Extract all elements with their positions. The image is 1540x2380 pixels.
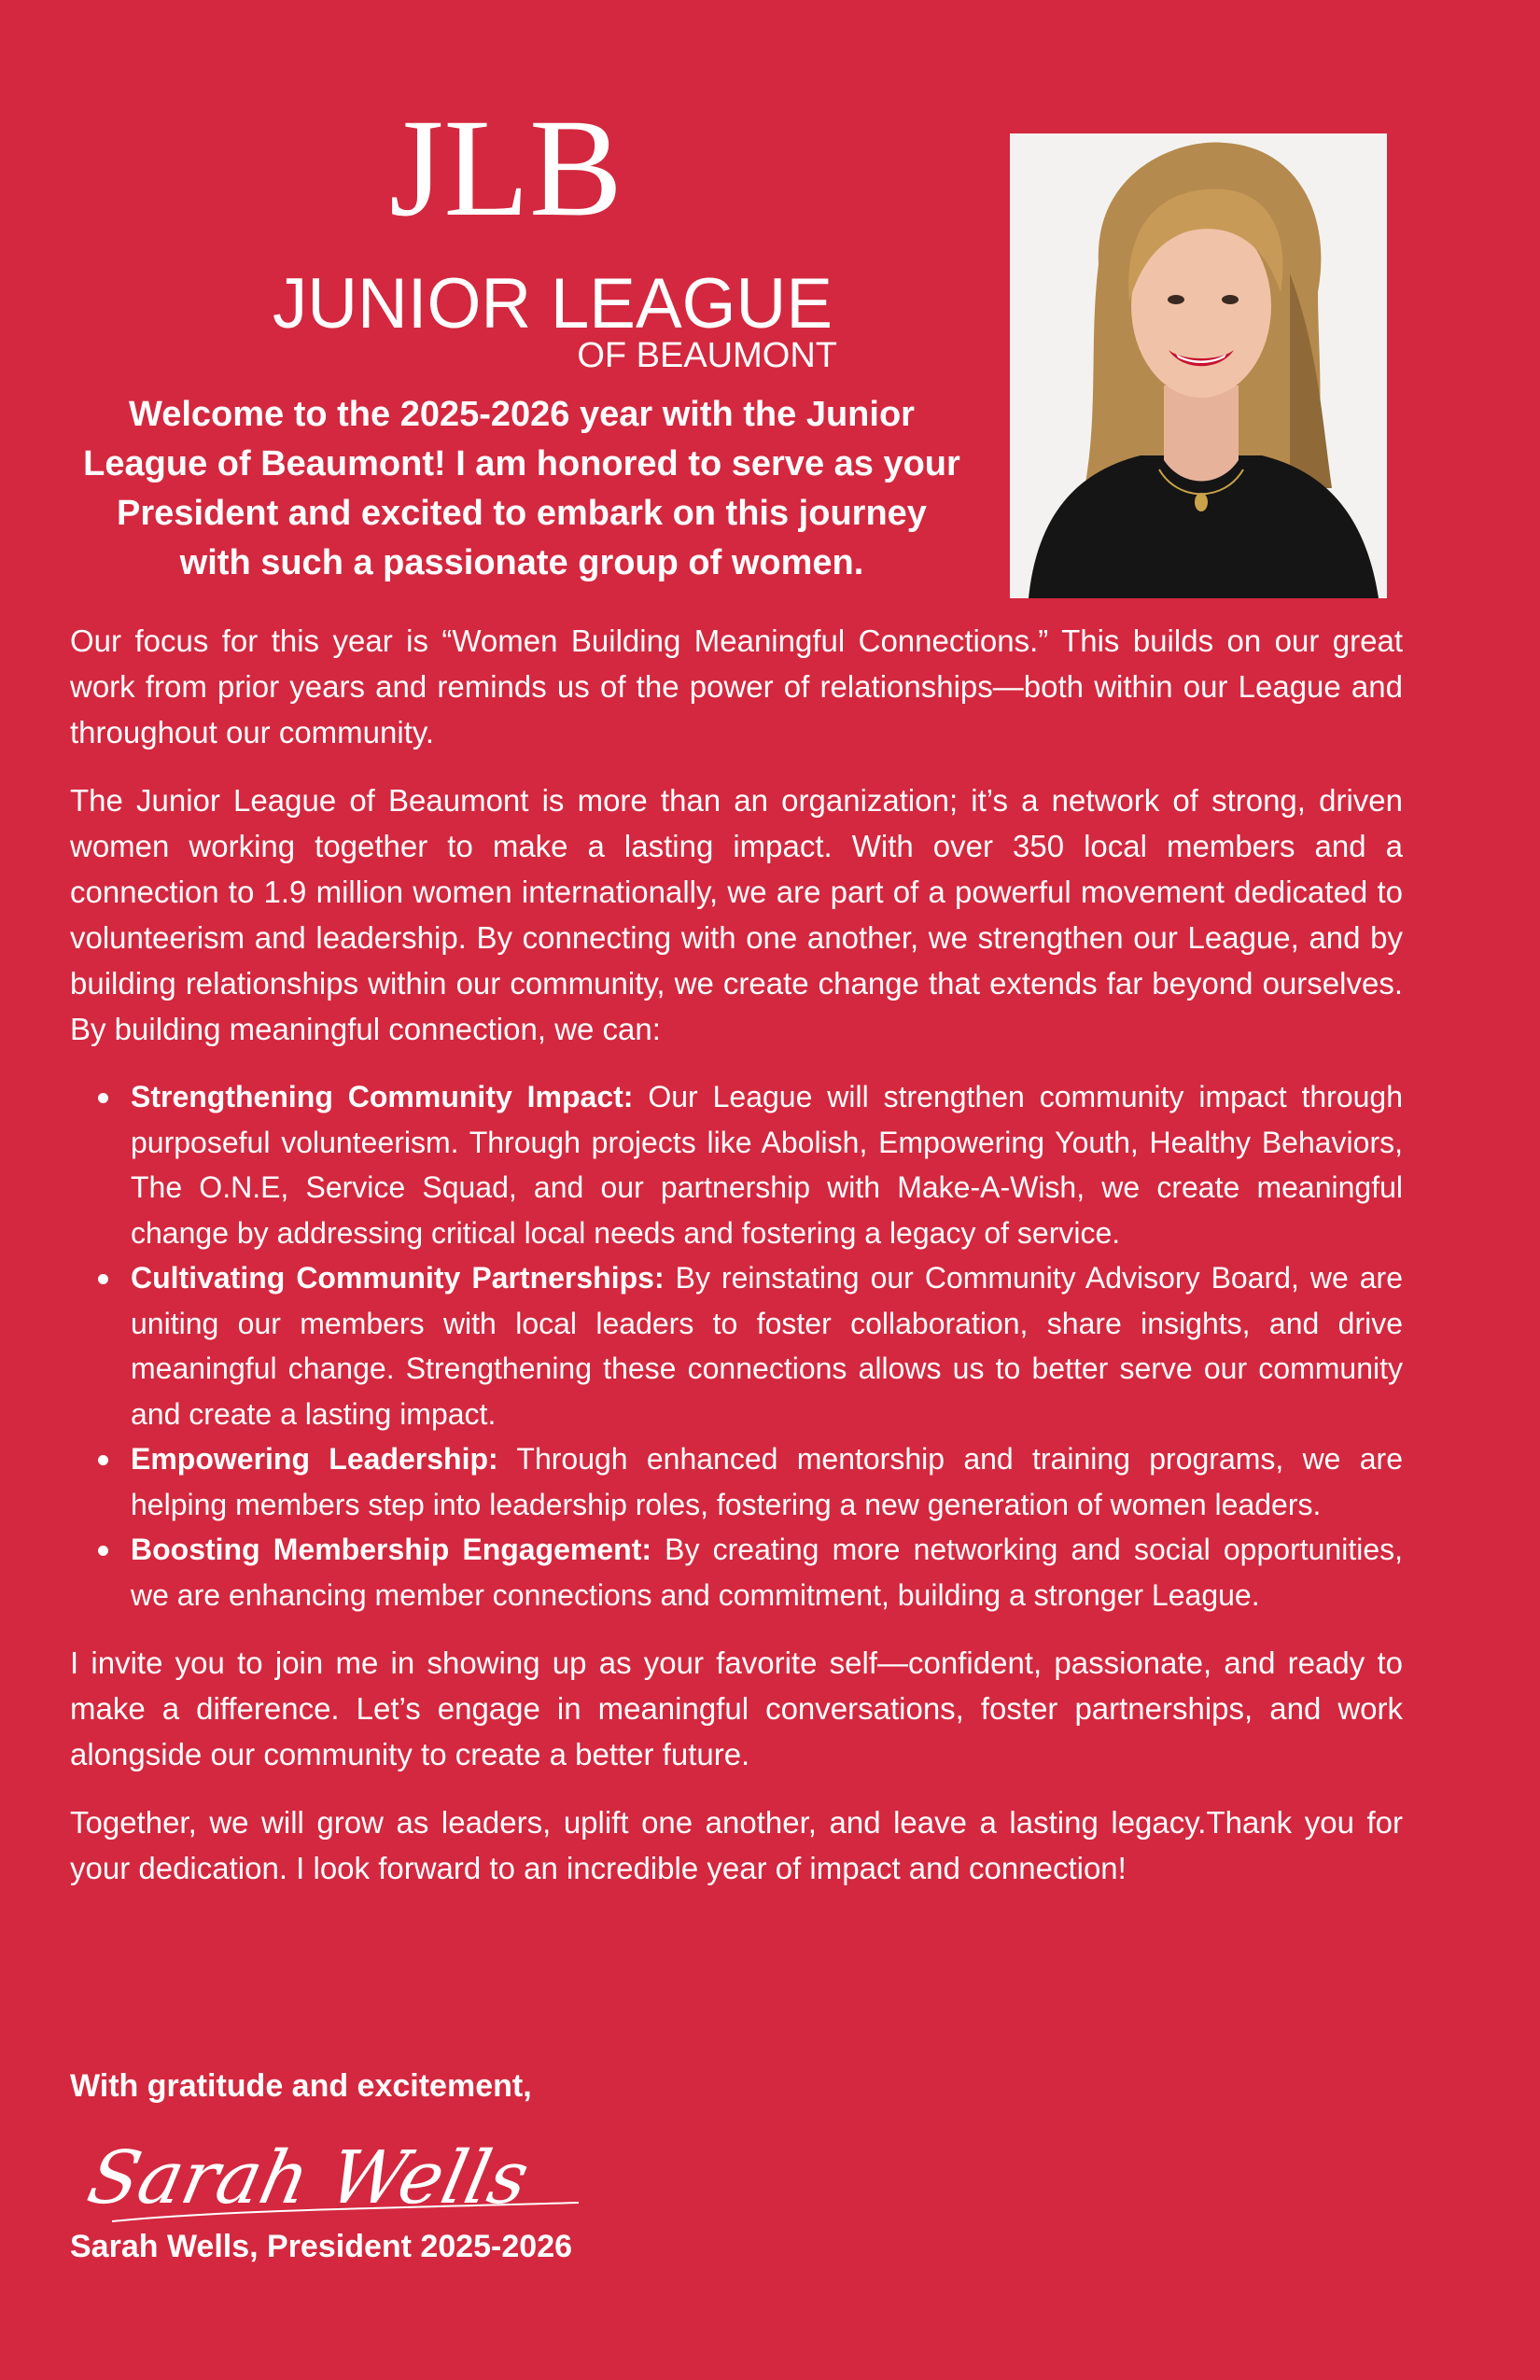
letter-body xyxy=(70,618,1403,1913)
list-item xyxy=(70,1527,1403,1617)
list-item xyxy=(70,1074,1403,1255)
portrait-photo-icon xyxy=(1010,133,1387,598)
handwritten-signature xyxy=(75,2117,597,2238)
focus-paragraph: Our focus for this year is “Women Building Meaningful Connections.” This builds on our great work from prior years and reminds us of the power of relationships—both within our League and throughout our community. xyxy=(70,623,1403,749)
closing-salutation: With gratitude and excitement, xyxy=(70,2068,532,2104)
list-item-title: Cultivating Community Partnerships: xyxy=(131,1261,665,1295)
thanks-paragraph: Together, we will grow as leaders, uplift one another, and leave a lasting legacy.Thank you for your dedication. I look forward to an incredible year of impact and connection! xyxy=(70,1805,1403,1885)
list-item-text: Our League will strengthen community impact through purposeful volunteerism. Through projects like Abolish, Empowering Youth, Healthy Behaviors, The O.N.E, Service Squad, and our partnership with Make-A-Wish, we create meaningful change by addressing critical local needs and fostering a legacy of service. xyxy=(131,1080,1404,1250)
list-item-text: Through enhanced mentorship and training programs, we are helping members step into leadership roles, fostering a new generation of women leaders. xyxy=(131,1442,1404,1521)
logo-name: JUNIOR LEAGUE xyxy=(273,264,833,343)
mission-paragraph: The Junior League of Beaumont is more than an organization; it’s a network of strong, driven women working together to make a lasting impact. With over 350 local members and a connection to 1.9 million women internationally, we are part of a powerful movement dedicated to volunteerism and leadership. By connecting with one another, we strengthen our League, and by building relationships within our community, we create change that extends far beyond ourselves. By building meaningful connection, we can: xyxy=(70,783,1403,1046)
junior-league-logo xyxy=(252,82,849,376)
goals-list xyxy=(70,1074,1403,1617)
list-item-text: By reinstating our Community Advisory Board, we are uniting our members with local leaders to foster collaboration, share insights, and drive meaningful change. Strengthening these connections allows us to better serve our community and create a lasting impact. xyxy=(131,1261,1404,1431)
list-item-title: Strengthening Community Impact: xyxy=(131,1080,634,1113)
list-item xyxy=(70,1255,1403,1436)
signature-script: Sarah Wells xyxy=(80,2135,537,2220)
list-item xyxy=(70,1436,1403,1527)
president-portrait xyxy=(1010,133,1387,598)
invitation-paragraph: I invite you to join me in showing up as your favorite self—confident, passionate, and ready to make a difference. Let’s engage in meaningful conversations, foster partnerships, and work alongside our community to create a better future. xyxy=(70,1645,1403,1771)
signer-name: Sarah Wells, President 2025-2026 xyxy=(70,2229,573,2264)
list-item-title: Empowering Leadership: xyxy=(131,1442,498,1476)
logo-monogram: JLB xyxy=(388,91,623,245)
list-item-text: By creating more networking and social opportunities, we are enhancing member connections and commitment, building a stronger League. xyxy=(131,1533,1404,1612)
list-item-title: Boosting Membership Engagement: xyxy=(131,1533,652,1566)
logo-subname: OF BEAUMONT xyxy=(577,336,837,375)
welcome-message: Welcome to the 2025-2026 year with the Junior League of Beaumont! I am honored to serve as your President and excited to embark on this journey with such a passionate group of women. xyxy=(83,395,960,582)
